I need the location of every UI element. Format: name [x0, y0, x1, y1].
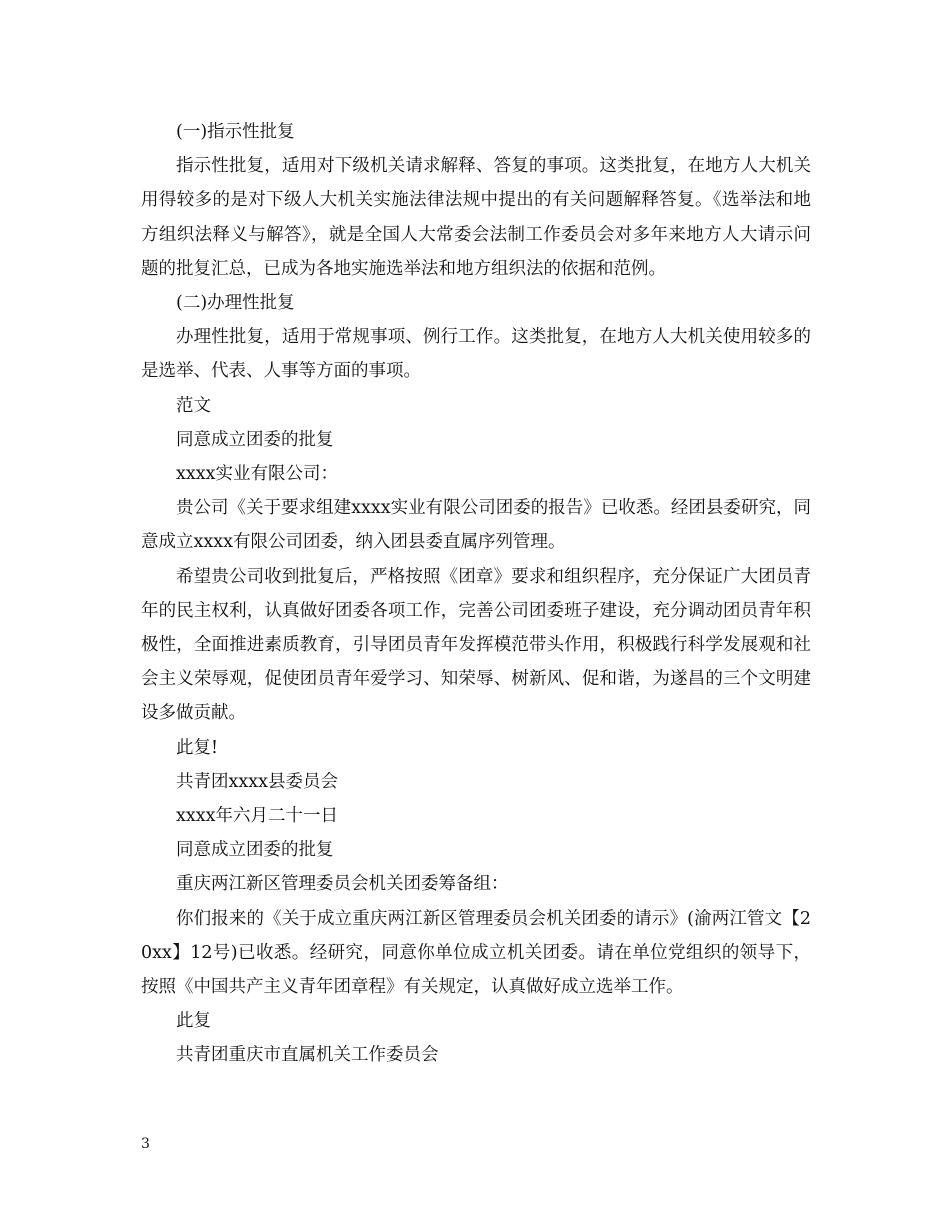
sample-2-addressee: 重庆两江新区管理委员会机关团委筹备组：: [176, 874, 509, 895]
section-heading-directive-reply: (一)指示性批复: [176, 122, 295, 142]
sample-1-closing: 此复!: [176, 737, 219, 758]
sample-1-body-2: 希望贵公司收到批复后，严格按照《团章》要求和组织程序，充分保证广大团员青年的民主权利，认真做好团委各项工作，完善公司团委班子建设，充分调动团员青年积极性，全面推进素质教育，引导团员青年发挥模范带头作用，积极践行科学发展观和社会主义荣辱观，促使团员青年爱学习、知荣辱、树新风、促和谐，为遂昌的三个文明建设多做贡献。: [141, 566, 811, 724]
sample-1-signature: 共青团xxxx县委员会: [176, 771, 338, 792]
paragraph-handling-reply: 办理性批复，适用于常规事项、例行工作。这类批复，在地方人大机关使用较多的是选举、代表、人事等方面的事项。: [141, 327, 811, 382]
sample-2-closing: 此复: [176, 1011, 211, 1032]
paragraph-directive-reply: 指示性批复，适用对下级机关请求解释、答复的事项。这类批复，在地方人大机关用得较多的是对下级人大机关实施法律法规中提出的有关问题解释答复。《选举法和地方组织法释义与解答》，就是全国人大常委会法制工作委员会对多年来地方人大请示问题的批复汇总，已成为各地实施选举法和地方组织法的依据和范例。: [141, 156, 811, 279]
sample-1-title: 同意成立团委的批复: [176, 429, 334, 450]
sample-2-body: 你们报来的《关于成立重庆两江新区管理委员会机关团委的请示》(渝两江管文【20xx】12号)已收悉。经研究，同意你单位成立机关团委。请在单位党组织的领导下，按照《中国共产主义青年团章程》有关规定，认真做好成立选举工作。: [141, 908, 811, 998]
sample-heading: 范文: [176, 395, 211, 416]
document-body: [141, 115, 811, 1073]
sample-2-title: 同意成立团委的批复: [176, 840, 334, 861]
sample-1-addressee: xxxx实业有限公司：: [176, 464, 338, 485]
page-number: 3: [141, 1136, 150, 1152]
sample-2-signature: 共青团重庆市直属机关工作委员会: [176, 1045, 439, 1066]
sample-1-date: xxxx年六月二十一日: [176, 806, 338, 827]
sample-1-body-1: 贵公司《关于要求组建xxxx实业有限公司团委的报告》已收悉。经团县委研究，同意成立xxxx有限公司团委，纳入团县委直属序列管理。: [141, 498, 811, 553]
section-heading-handling-reply: (二)办理性批复: [176, 293, 295, 314]
